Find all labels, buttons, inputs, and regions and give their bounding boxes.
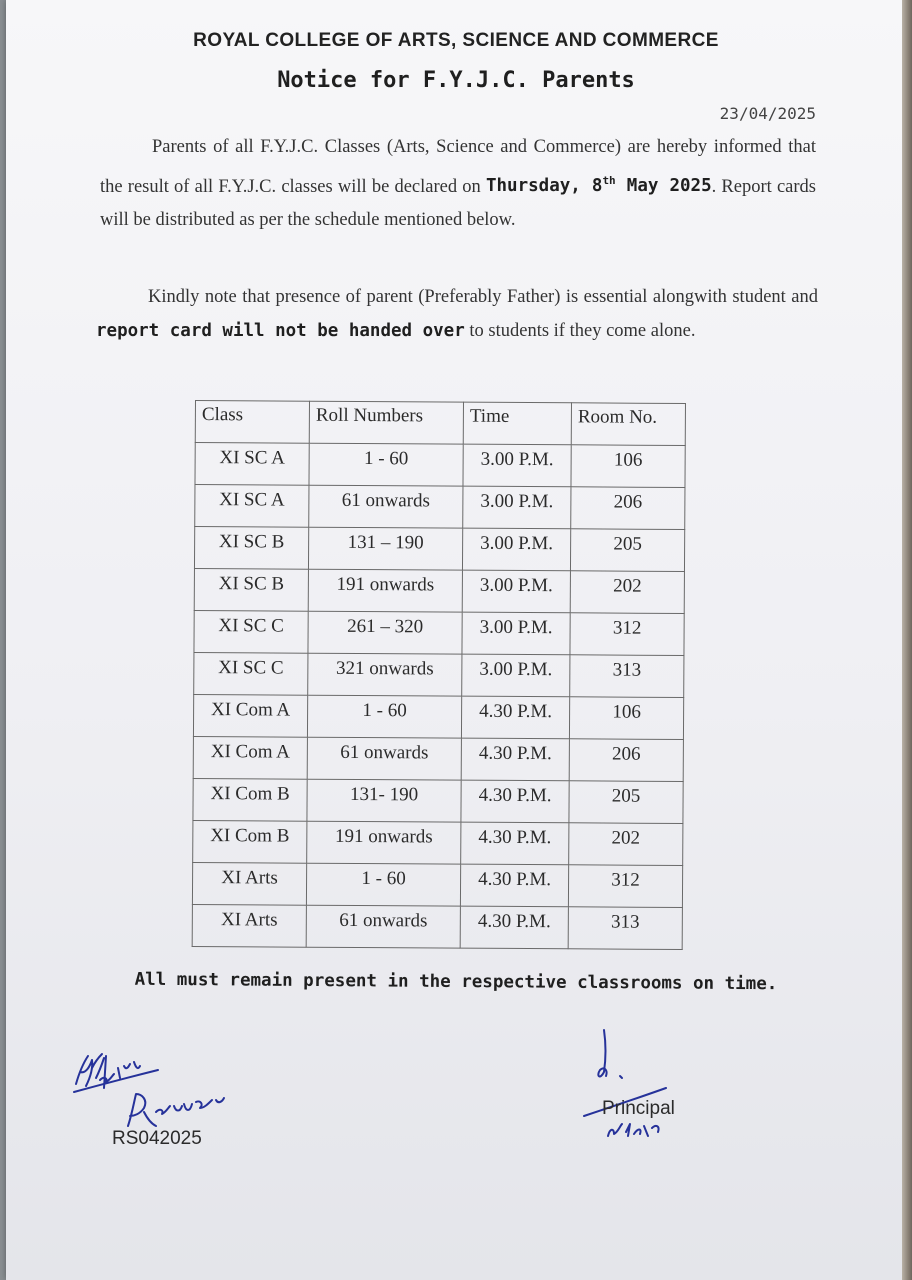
reference-number: RS042025: [112, 1128, 202, 1149]
cell-roll: 1 - 60: [307, 695, 461, 738]
college-name: ROYAL COLLEGE OF ARTS, SCIENCE AND COMMERCE: [193, 30, 719, 51]
cell-class: XI SC B: [194, 568, 308, 611]
cell-room: 313: [570, 655, 684, 698]
cell-time: 3.00 P.M.: [463, 444, 571, 487]
para2-text-b: to students if they come alone.: [469, 320, 696, 341]
cell-class: XI SC A: [195, 485, 309, 528]
table-row: [193, 820, 683, 865]
notice-title: Notice for F.Y.J.C. Parents: [277, 68, 635, 93]
cell-class: XI Com B: [193, 778, 307, 821]
table-row: [193, 778, 683, 823]
cell-time: 4.30 P.M.: [461, 822, 569, 865]
cell-class: XI Com A: [193, 736, 307, 779]
cell-time: 3.00 P.M.: [462, 570, 570, 613]
cell-time: 4.30 P.M.: [460, 906, 568, 949]
initials-signature-ref: [122, 1086, 242, 1130]
para2-emphasis: report card will not be handed over: [96, 320, 465, 341]
paragraph-parent-presence: [96, 281, 818, 348]
table-header-row: [195, 401, 685, 446]
cell-room: 106: [571, 445, 685, 488]
schedule-table: [192, 400, 686, 950]
table-row: [193, 736, 683, 781]
cell-roll: 1 - 60: [309, 443, 463, 486]
background-edge: [902, 0, 912, 1280]
cell-room: 312: [570, 613, 684, 656]
cell-room: 202: [569, 823, 683, 866]
table-row: [194, 610, 684, 655]
cell-time: 3.00 P.M.: [462, 528, 570, 571]
header-roll-numbers: Roll Numbers: [309, 401, 463, 444]
cell-time: 4.30 P.M.: [461, 738, 569, 781]
principal-signature: [578, 1024, 698, 1144]
cell-time: 3.00 P.M.: [462, 654, 570, 697]
cell-class: XI SC B: [194, 527, 308, 570]
table-row: [193, 694, 683, 739]
notice-date: 23/04/2025: [719, 104, 816, 123]
header-time: Time: [463, 402, 571, 445]
table-row: [195, 443, 685, 488]
cell-room: 313: [568, 907, 682, 950]
table-row: [192, 904, 682, 949]
cell-roll: 261 – 320: [308, 611, 462, 654]
attendance-instruction: All must remain present in the respective classrooms on time.: [134, 969, 778, 995]
cell-class: XI Com A: [193, 694, 307, 737]
cell-class: XI SC A: [195, 443, 309, 486]
result-date: [486, 176, 712, 196]
para1-text-a: Parents of all F.Y.J.C. Classes (Arts, Science and Commerce) are hereby informed that the result of all F.Y.J.C. classes will be declared on: [100, 137, 816, 197]
cell-room: 202: [570, 571, 684, 614]
cell-room: 206: [569, 739, 683, 782]
header-room-no: Room No.: [571, 403, 685, 446]
result-date-rest: May 2025: [626, 176, 712, 197]
cell-time: 3.00 P.M.: [463, 486, 571, 529]
para2-text-a: Kindly note that presence of parent (Preferably Father) is essential alongwith student and: [148, 287, 818, 307]
cell-roll: 1 - 60: [306, 863, 460, 906]
cell-roll: 191 onwards: [307, 821, 461, 864]
cell-class: XI Arts: [192, 904, 306, 947]
cell-time: 3.00 P.M.: [462, 612, 570, 655]
cell-time: 4.30 P.M.: [461, 780, 569, 823]
cell-roll: 61 onwards: [307, 737, 461, 780]
cell-roll: 191 onwards: [308, 569, 462, 612]
cell-room: 206: [571, 487, 685, 530]
cell-room: 205: [570, 529, 684, 572]
cell-roll: 321 onwards: [308, 653, 462, 696]
cell-class: XI SC C: [194, 652, 308, 695]
cell-roll: 131 – 190: [308, 527, 462, 570]
cell-time: 4.30 P.M.: [460, 864, 568, 907]
cell-room: 312: [568, 865, 682, 908]
header-class: Class: [195, 401, 309, 444]
cell-roll: 61 onwards: [306, 905, 460, 948]
cell-room: 205: [569, 781, 683, 824]
table-row: [194, 652, 684, 697]
result-date-day: Thursday, 8: [485, 176, 603, 197]
table-row: [192, 862, 682, 907]
cell-time: 4.30 P.M.: [461, 696, 569, 739]
cell-roll: 131- 190: [307, 779, 461, 822]
signatory-title: Principal: [602, 1098, 675, 1119]
cell-class: XI Arts: [192, 862, 306, 905]
table-row: [194, 527, 684, 572]
cell-roll: 61 onwards: [309, 485, 463, 528]
result-date-suffix: th: [602, 174, 616, 188]
table-row: [194, 568, 684, 613]
para1-text-b: . Report cards will be distributed as per the schedule mentioned below.: [100, 176, 816, 230]
cell-class: XI Com B: [193, 820, 307, 863]
cell-room: 106: [569, 697, 683, 740]
paragraph-result-announcement: [100, 131, 816, 237]
cell-class: XI SC C: [194, 610, 308, 653]
table-row: [195, 485, 685, 530]
